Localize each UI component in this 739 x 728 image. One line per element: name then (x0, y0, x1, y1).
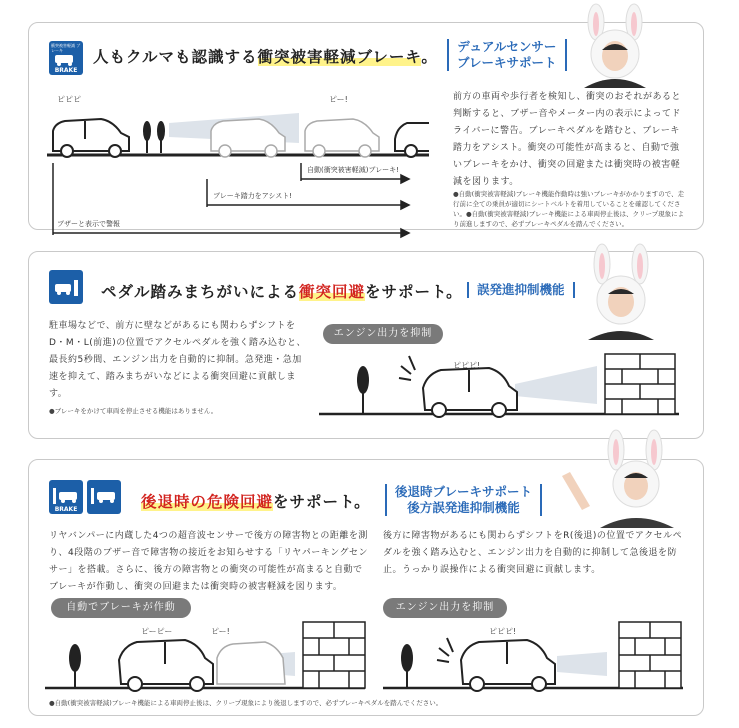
icon-small-text: 衝突被害軽減 ブレーキ (51, 43, 81, 53)
icon-caption: BRAKE (54, 67, 78, 74)
panel-body-text: 前方の車両や歩行者を検知し、衝突のおそれがあると判断すると、ブザー音やメーター内の表示によってドライバーに警告。ブレーキペダルを踏むと、ブレーキ踏力をアシスト。衝突の可能性が高まると、自動で強いブレーキをかけ、衝突の回避または衝突時の被害軽減を図ります。 (453, 92, 682, 187)
warning-sound-2: ピー! (329, 95, 348, 104)
feature-name: デュアルセンサー ブレーキサポート (447, 39, 567, 71)
panel-note: ●自動(衝突被害軽減)ブレーキ機能による車両停止後は、クリープ現象により後退しますので、必ずブレーキペダルを踏んでください。 (49, 699, 443, 707)
warning-sound-3: ピピピ! (489, 627, 517, 636)
warning-sound-2: ピー! (211, 627, 230, 636)
icon-caption: BRAKE (54, 506, 78, 513)
panel-body-text-left: リヤバンパーに内蔵した4つの超音波センサーで後方の障害物との距離を測り、4段階のブザー音で障害物の接近をお知らせする「リヤパーキングセンサー」を搭載。さらに、後方の障害物との衝突の可能性が高まると自動でブレーキが作動し、衝突の回避または衝突時の被害軽減を図ります。 (49, 531, 369, 592)
bunny-mascot-pointing-image (556, 428, 686, 528)
panel-note: ●ブレーキをかけて車両を停止させる機能はありません。 (49, 407, 218, 415)
rear-brake-icon (49, 480, 83, 514)
bunny-mascot-image (578, 244, 664, 340)
rear-sudden-start-illustration (383, 608, 683, 698)
brake-illustration (39, 83, 429, 233)
rear-sudden-start-icon (87, 480, 121, 514)
auto-brake-label: 自動(衝突被害軽減)ブレーキ! (307, 166, 399, 174)
panel-note: ●自動(衝突被害軽減)ブレーキ機能作動時は強いブレーキがかかりますので、走行前に全ての乗員が適切にシートベルトを着用していることを確認してください。●自動(衝突被害軽減)ブレーキ機能による車両停止後は、クリープ現象により前進しますので、必ずブレーキペダルを踏んでください。 (453, 190, 685, 228)
engine-output-pill: エンジン出力を抑制 (323, 324, 443, 344)
panel-body-text: 駐車場などで、前方に壁などがあるにも関わらずシフトをD・M・L(前進)の位置でアクセルペダルを強く踏み込むと、最長約5秒間、エンジン出力を自動的に抑制。急発進・急加速を抑えて、踏みまちがいなどによる衝突回避に貢献します。 (49, 321, 306, 399)
bunny-mascot-image (570, 4, 660, 88)
warning-sound-1: ピーピー (141, 627, 173, 636)
brake-icon (49, 41, 83, 75)
panel-title: ペダル踏みまちがいによる衝突回避をサポート。 (101, 283, 463, 301)
reverse-brake-illustration (45, 608, 365, 698)
feature-name: 誤発進抑制機能 (467, 282, 575, 298)
feature-name: 後退時ブレーキサポート 後方誤発進抑制機能 (385, 484, 542, 516)
engine-output-pill: エンジン出力を抑制 (383, 598, 507, 618)
warning-sound-1: ピピピ (57, 95, 81, 104)
panel-title: 人もクルマも認識する衝突被害軽減ブレーキ。 (93, 48, 438, 66)
panel-body-text-right: 後方に障害物があるにも関わらずシフトをR(後退)の位置でアクセルペダルを強く踏み込むと、エンジン出力を自動的に抑制して急後退を防止。うっかり誤操作による衝突回避に貢献します。 (383, 531, 683, 575)
brake-assist-label: ブレーキ踏力をアシスト! (213, 192, 293, 200)
buzzer-warning-label: ブザーと表示で警報 (57, 220, 120, 228)
warning-sound: ピピピ! (453, 361, 481, 370)
panel-title: 後退時の危険回避をサポート。 (141, 493, 371, 511)
auto-brake-pill: 自動でブレーキが作動 (51, 598, 191, 618)
sudden-start-prevention-icon (49, 270, 83, 304)
